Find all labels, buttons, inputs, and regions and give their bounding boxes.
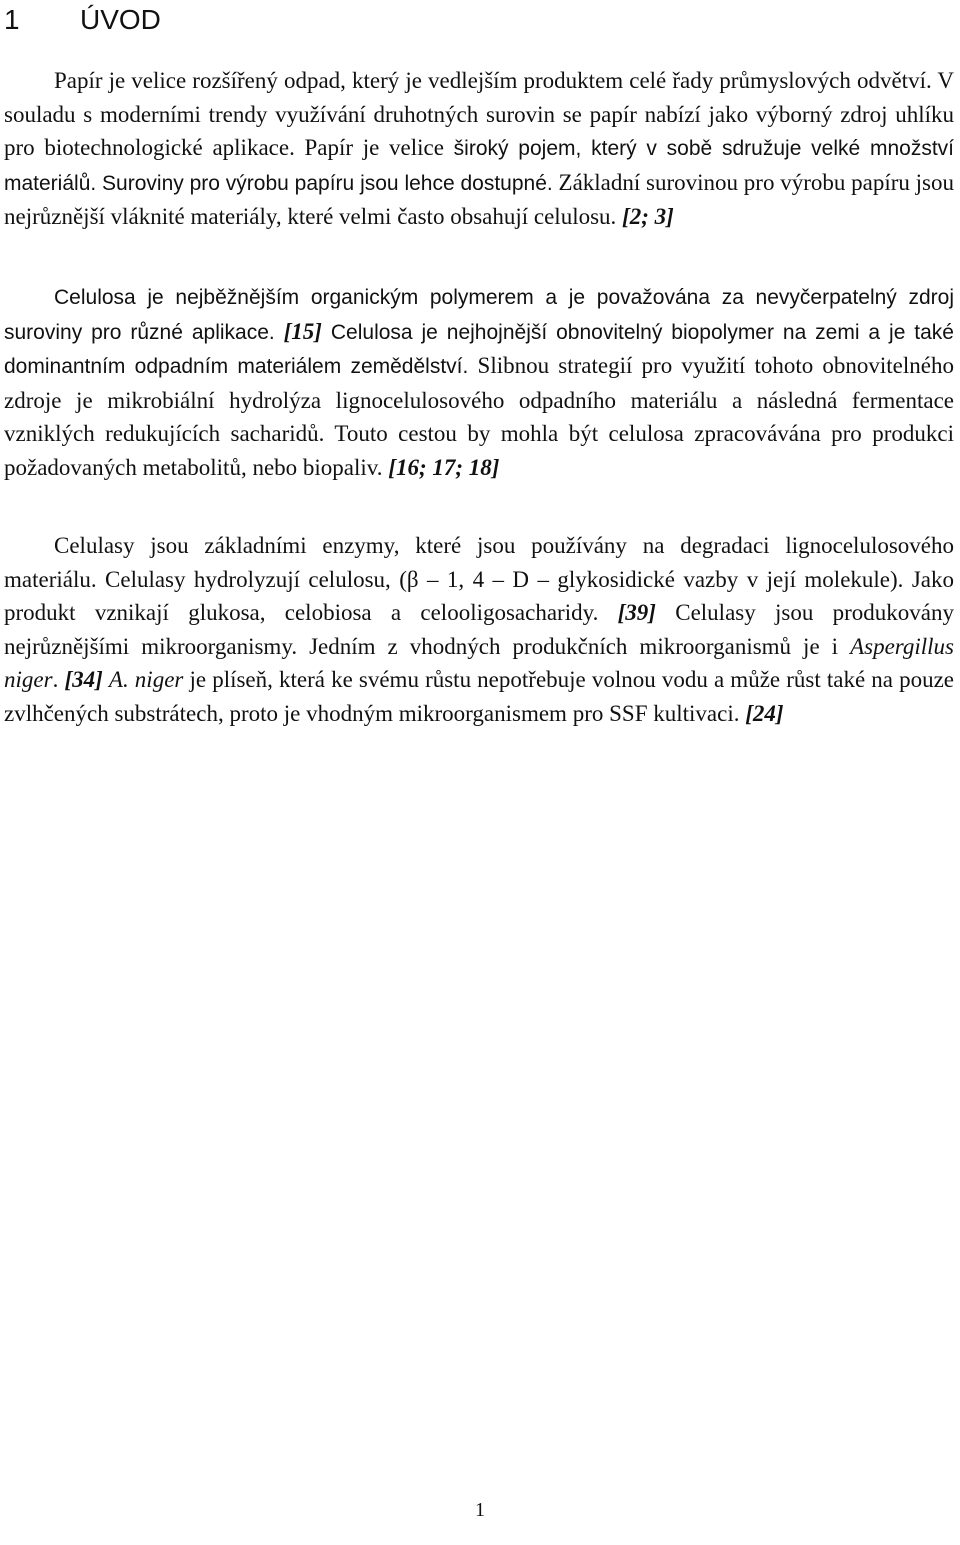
p2-text-1: Celulosa je nejběžnějším organickým polymerem a je považována za nevyčerpatelný zdroj suroviny pro různé aplikace. <box>4 286 954 344</box>
citation-reference: [16; 17; 18] <box>388 454 500 480</box>
p3-text-3: . <box>52 667 65 692</box>
p2-text-3: Slibnou strategií pro využití tohoto obnovitelného zdroje je mikrobiální hydrolýza lignocelulosového odpadního materiálu a následná fermentace vzniklých redukujících sacharidů. Touto cestou by mohla být celulosa zpracovávána pro produkci požadovaných metabolitů, nebo biopaliv. <box>4 353 954 480</box>
p3-text-1: Celulasy jsou základními enzymy, které jsou používány na degradaci lignocelulosového materiálu. Celulasy hydrolyzují celulosu, (β – 1, 4 – D – glykosidické vazby v její molekule). Jako produkt vznikají glukosa, celobiosa a celooligosacharidy. <box>4 533 954 625</box>
section-number: 1 <box>4 4 20 35</box>
p1-text-2: V souladu s moderními trendy využívání druhotných surovin se papír nabízí jako výborný zdroj uhlíku pro biotechnologické aplikace. Papír je velice <box>4 68 954 160</box>
citation-reference: [2; 3] <box>622 204 674 229</box>
p2-text-2: Celulosa je nejhojnější obnovitelný biopolymer na zemi a je také dominantním odpadním materiálem zemědělství. <box>4 320 954 378</box>
p3-text-2: Celulasy jsou produkovány nejrůznějšími mikroorganismy. Jedním z vhodných produkčních mikroorganismů je i <box>4 600 954 659</box>
p1-text-3: široký pojem, který v sobě sdružuje velké množství materiálů. Suroviny pro výrobu papíru jsou lehce dostupné. <box>4 137 954 195</box>
species-name: Aspergillus niger <box>4 633 954 692</box>
citation-reference: [24] <box>745 700 784 726</box>
p1-text-4: Základní surovinou pro výrobu papíru jsou nejrůznější vláknité materiály, které velmi často obsahují celulosu. <box>4 169 954 229</box>
citation-reference: [34] <box>64 667 103 692</box>
citation-reference: [39] <box>617 600 656 625</box>
p3-text-5: je plíseň, která ke svému růstu nepotřebuje volnou vodu a může růst také na pouze zvlhčených substrátech, proto je vhodným mikroorganismem pro SSF kultivaci. <box>4 667 955 726</box>
section-title: ÚVOD <box>80 4 161 35</box>
page-number: 1 <box>475 1499 485 1521</box>
paragraph-cellulases <box>4 529 954 730</box>
species-name-abbrev: A. niger <box>108 667 184 692</box>
paragraph-intro-paper <box>4 64 954 234</box>
citation-reference: [15] <box>283 318 322 344</box>
paragraph-cellulose <box>4 280 954 484</box>
section-heading <box>4 0 161 40</box>
p1-text-1: Papír je velice rozšířený odpad, který je vedlejším produktem celé řady průmyslových odvětví. <box>54 68 932 93</box>
